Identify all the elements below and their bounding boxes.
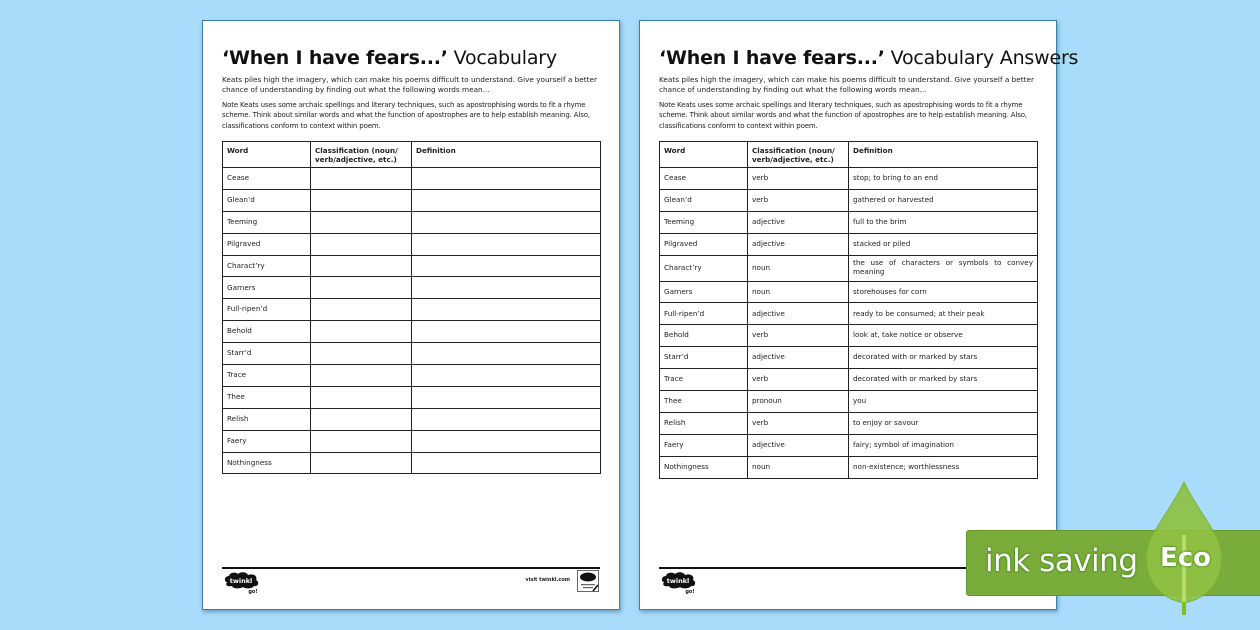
twinkl-logo-icon	[660, 570, 700, 594]
classification-cell: adjective	[748, 233, 849, 255]
twinkl-badge-icon	[576, 569, 600, 593]
table-row	[660, 434, 1038, 456]
table-row	[223, 255, 601, 277]
worksheet-page	[202, 20, 620, 610]
word-cell: Full-ripen’d	[223, 299, 311, 321]
definition-cell[interactable]	[412, 430, 601, 452]
word-cell: Pilgraved	[223, 233, 311, 255]
svg-text:twinkl: twinkl	[666, 577, 690, 585]
classification-cell: verb	[748, 168, 849, 190]
classification-cell[interactable]	[311, 189, 412, 211]
classification-cell[interactable]	[311, 299, 412, 321]
definition-cell: the use of characters or symbols to convey meaning	[849, 255, 1038, 281]
definition-cell: look at, take notice or observe	[849, 325, 1038, 347]
definition-cell: stop; to bring to an end	[849, 168, 1038, 190]
word-cell: Cease	[223, 168, 311, 190]
classification-cell: adjective	[748, 347, 849, 369]
word-cell: Nothingness	[223, 452, 311, 474]
word-cell: Relish	[660, 412, 748, 434]
word-cell: Faery	[660, 434, 748, 456]
word-cell: Starr’d	[660, 347, 748, 369]
definition-cell: you	[849, 391, 1038, 413]
table-row	[660, 456, 1038, 478]
table-row	[223, 168, 601, 190]
definition-cell[interactable]	[412, 233, 601, 255]
title-bold: ‘When I have fears...’	[222, 47, 448, 69]
classification-cell[interactable]	[311, 211, 412, 233]
table-row	[223, 189, 601, 211]
table-row	[660, 325, 1038, 347]
table-row	[223, 408, 601, 430]
definition-cell[interactable]	[412, 299, 601, 321]
definition-cell: storehouses for corn	[849, 281, 1038, 303]
table-row	[660, 369, 1038, 391]
note-paragraph: Note Keats uses some archaic spellings and literary techniques, such as apostrophising words to fit a rhyme scheme. Think about similar words and what the function of apostrophes are to help establish meaning. Also, classifications conform to context within poem.	[659, 101, 1027, 130]
word-cell: Trace	[660, 369, 748, 391]
word-cell: Garners	[223, 277, 311, 299]
classification-cell: adjective	[748, 434, 849, 456]
table-row	[223, 365, 601, 387]
table-row	[660, 168, 1038, 190]
table-row	[660, 211, 1038, 233]
word-cell: Thee	[660, 391, 748, 413]
header-word: Word	[223, 142, 311, 168]
definition-cell[interactable]	[412, 189, 601, 211]
visit-link[interactable]: visit twinkl.com	[525, 577, 570, 583]
word-cell: Starr’d	[223, 343, 311, 365]
svg-text:go!: go!	[248, 589, 258, 594]
table-row	[223, 299, 601, 321]
definition-cell[interactable]	[412, 277, 601, 299]
word-cell: Behold	[660, 325, 748, 347]
word-cell: Glean’d	[223, 189, 311, 211]
definition-cell: stacked or piled	[849, 233, 1038, 255]
title-light: Vocabulary	[453, 47, 557, 69]
table-row	[223, 277, 601, 299]
word-cell: Teeming	[660, 211, 748, 233]
table-row	[660, 255, 1038, 281]
table-row	[660, 281, 1038, 303]
word-cell: Nothingness	[660, 456, 748, 478]
classification-cell[interactable]	[311, 233, 412, 255]
page-title	[659, 47, 1078, 69]
intro-paragraph: Keats piles high the imagery, which can make his poems difficult to understand. Give yourself a better chance of understanding by finding out what the following words mean...	[659, 75, 1034, 95]
definition-cell: fairy; symbol of imagination	[849, 434, 1038, 456]
classification-cell: adjective	[748, 211, 849, 233]
table-row	[660, 233, 1038, 255]
header-definition: Definition	[849, 142, 1038, 168]
header-definition: Definition	[412, 142, 601, 168]
word-cell: Pilgraved	[660, 233, 748, 255]
classification-cell: verb	[748, 325, 849, 347]
classification-cell[interactable]	[311, 386, 412, 408]
svg-text:go!: go!	[685, 589, 695, 594]
classification-cell: verb	[748, 189, 849, 211]
twinkl-logo-icon	[223, 570, 263, 594]
definition-cell[interactable]	[412, 211, 601, 233]
definition-cell[interactable]	[412, 365, 601, 387]
table-row	[660, 303, 1038, 325]
classification-cell[interactable]	[311, 277, 412, 299]
definition-cell[interactable]	[412, 168, 601, 190]
definition-cell: full to the brim	[849, 211, 1038, 233]
definition-cell[interactable]	[412, 408, 601, 430]
word-cell: Full-ripen’d	[660, 303, 748, 325]
table-row	[223, 452, 601, 474]
intro-paragraph: Keats piles high the imagery, which can make his poems difficult to understand. Give yourself a better chance of understanding by finding out what the following words mean...	[222, 75, 597, 95]
classification-cell[interactable]	[311, 168, 412, 190]
classification-cell[interactable]	[311, 321, 412, 343]
table-row	[223, 321, 601, 343]
definition-cell: non-existence; worthlessness	[849, 456, 1038, 478]
word-cell: Charact’ry	[223, 255, 311, 277]
note-paragraph: Note Keats uses some archaic spellings and literary techniques, such as apostrophising words to fit a rhyme scheme. Think about similar words and what the function of apostrophes are to help establish meaning. Also, classifications conform to context within poem.	[222, 101, 590, 130]
word-cell: Behold	[223, 321, 311, 343]
title-light: Vocabulary Answers	[890, 47, 1079, 69]
classification-cell: pronoun	[748, 391, 849, 413]
vocabulary-table	[222, 141, 601, 474]
table-row	[223, 343, 601, 365]
word-cell: Teeming	[223, 211, 311, 233]
definition-cell: decorated with or marked by stars	[849, 369, 1038, 391]
page-title	[222, 47, 557, 69]
word-cell: Charact’ry	[660, 255, 748, 281]
answers-table	[659, 141, 1038, 479]
definition-cell[interactable]	[412, 321, 601, 343]
table-header-row	[223, 142, 601, 168]
classification-cell: verb	[748, 412, 849, 434]
word-cell: Trace	[223, 365, 311, 387]
table-row	[660, 347, 1038, 369]
table-row	[223, 211, 601, 233]
table-row	[660, 412, 1038, 434]
definition-cell[interactable]	[412, 343, 601, 365]
definition-cell: gathered or harvested	[849, 189, 1038, 211]
word-cell: Glean’d	[660, 189, 748, 211]
definition-cell[interactable]	[412, 386, 601, 408]
definition-cell[interactable]	[412, 452, 601, 474]
classification-cell[interactable]	[311, 255, 412, 277]
classification-cell: noun	[748, 456, 849, 478]
word-cell: Garners	[660, 281, 748, 303]
classification-cell: noun	[748, 281, 849, 303]
table-row	[660, 189, 1038, 211]
definition-cell: to enjoy or savour	[849, 412, 1038, 434]
word-cell: Cease	[660, 168, 748, 190]
footer-divider	[222, 567, 600, 569]
classification-cell[interactable]	[311, 343, 412, 365]
title-bold: ‘When I have fears...’	[659, 47, 885, 69]
classification-cell: noun	[748, 255, 849, 281]
classification-cell[interactable]	[311, 430, 412, 452]
definition-cell: ready to be consumed; at their peak	[849, 303, 1038, 325]
word-cell: Thee	[223, 386, 311, 408]
classification-cell[interactable]	[311, 365, 412, 387]
table-header-row	[660, 142, 1038, 168]
word-cell: Relish	[223, 408, 311, 430]
svg-text:twinkl: twinkl	[229, 577, 253, 585]
header-classification: Classification (noun/ verb/adjective, etc.)	[748, 142, 849, 168]
header-word: Word	[660, 142, 748, 168]
definition-cell: decorated with or marked by stars	[849, 347, 1038, 369]
table-row	[223, 430, 601, 452]
classification-cell[interactable]	[311, 408, 412, 430]
definition-cell[interactable]	[412, 255, 601, 277]
table-row	[660, 391, 1038, 413]
eco-label: Eco	[1160, 543, 1212, 573]
header-classification: Classification (noun/ verb/adjective, etc.)	[311, 142, 412, 168]
classification-cell: verb	[748, 369, 849, 391]
table-row	[223, 233, 601, 255]
classification-cell[interactable]	[311, 452, 412, 474]
word-cell: Faery	[223, 430, 311, 452]
classification-cell: adjective	[748, 303, 849, 325]
table-row	[223, 386, 601, 408]
ink-saving-label: ink saving	[985, 543, 1138, 579]
